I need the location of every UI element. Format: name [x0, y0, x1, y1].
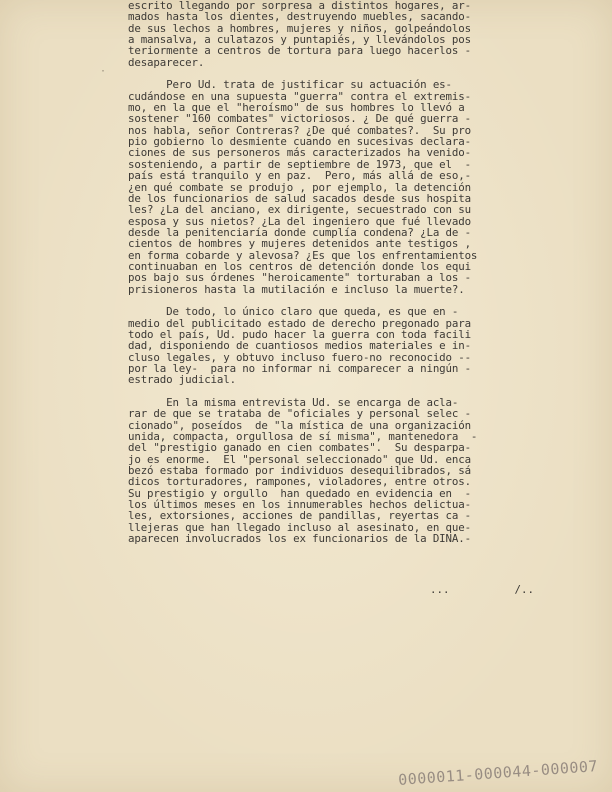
text-line: cluso legales, y obtuvo incluso fuero-no reconocido -- [128, 350, 471, 364]
text-line: medio del publicitado estado de derecho pregonado para [128, 316, 471, 330]
text-line: por la ley- para no informar ni comparecer a ningún - [128, 362, 471, 375]
archive-stamp: 0000011-000044-000007 [397, 757, 599, 789]
text-line: cudándose en una supuesta "guerra" contra el extremis- [128, 89, 471, 103]
text-line: cionado", poseídos de "la mística de una organización [128, 418, 471, 432]
text-line: pio gobierno lo desmiente cuando en sucesivas declara- [128, 135, 471, 149]
text-line: nos habla, señor Contreras? ¿De qué combates?. Su pro [128, 123, 471, 137]
text-line: les? ¿La del anciano, ex dirigente, secuestrado con su [128, 203, 471, 217]
text-line: cientos de hombres y mujeres detenidos ante testigos , [128, 237, 471, 251]
text-line: En la misma entrevista Ud. se encarga de acla- [128, 396, 459, 410]
text-line: unida, compacta, orgullosa de sí misma", mantenedora - [128, 430, 478, 444]
text-line: Su prestigio y orgullo han quedado en evidencia en - [128, 486, 471, 500]
text-line: país está tranquilo y en paz. Pero, más allá de eso,- [128, 169, 471, 183]
text-line: llejeras que han llegado incluso al asesinato, en que- [128, 520, 471, 534]
text-line: continuaban en los centros de detención donde los equi [128, 259, 471, 273]
text-line: mo, en la que el "heroísmo" de sus hombres lo llevó a [128, 101, 465, 115]
text-line: escrito llegando por sorpresa a distintos hogares, ar- [128, 0, 471, 12]
text-line: a mansalva, a culatazos y puntapiés, y llevándolos pos [128, 33, 471, 47]
text-line: teriormente a centros de tortura para luego hacerlos - [128, 44, 471, 58]
text-line: ciones de sus personeros más caracterizados ha venido- [128, 146, 471, 160]
text-line: jo es enorme. El "personal seleccionado" que Ud. enca [128, 452, 471, 466]
text-line: dad, disponiendo de cuantiosos medios materiales e in- [128, 339, 471, 353]
text-line: estrado judicial. [128, 373, 236, 387]
text-line: ¿en qué combate se produjo , por ejemplo, la detención [128, 180, 471, 194]
text-line: De todo, lo único claro que queda, es que en - [128, 305, 459, 319]
text-line: mados hasta los dientes, destruyendo muebles, sacando- [128, 10, 471, 24]
text-line: desaparecer. [128, 55, 205, 69]
text-line: rar de que se trataba de "oficiales y personal selec - [128, 407, 471, 421]
text-line: pos bajo sus órdenes "heroicamente" torturaban a los - [128, 271, 471, 285]
text-line: aparecen involucrados los ex funcionarios de la DINA.- [128, 532, 471, 546]
text-line: del "prestigio ganado en cien combates". Su desparpa- [128, 441, 471, 455]
text-line: todo el país, Ud. pudo hacer la guerra con toda facili [128, 327, 471, 341]
text-line: les, extorsiones, acciones de pandillas, reyertas ca - [128, 509, 471, 523]
text-line: prisioneros hasta la mutilación e incluso la muerte?. [128, 282, 465, 296]
text-line: esposa y sus nietos? ¿La del ingeniero que fué llevado [128, 214, 471, 228]
text-line: sostener "160 combates" victoriosos. ¿ De qué guerra - [128, 112, 471, 126]
text-line: sosteniendo, a partir de septiembre de 1973, que el - [128, 157, 471, 171]
continuation-mark: ... /.. [430, 583, 535, 596]
text-line: dicos torturadores, rampones, violadores, entre otros. [128, 475, 471, 489]
text-line: desde la penitenciaría donde cumplía condena? ¿La de - [128, 225, 471, 239]
text-line: de los funcionarios de salud sacados desde sus hospita [128, 191, 471, 205]
text-line: los últimos meses en los innumerables hechos delictua- [128, 498, 471, 512]
margin-dot: · [100, 66, 107, 77]
text-line: Pero Ud. trata de justificar su actuación es- [128, 78, 452, 92]
text-line: de sus lechos a hombres, mujeres y niños, golpeándolos [128, 21, 471, 35]
typed-text-body [128, 0, 538, 545]
text-line: bezó estaba formado por individuos desequilibrados, sá [128, 464, 471, 478]
text-line: en forma cobarde y alevosa? ¿Es que los enfrentamientos [128, 248, 478, 262]
